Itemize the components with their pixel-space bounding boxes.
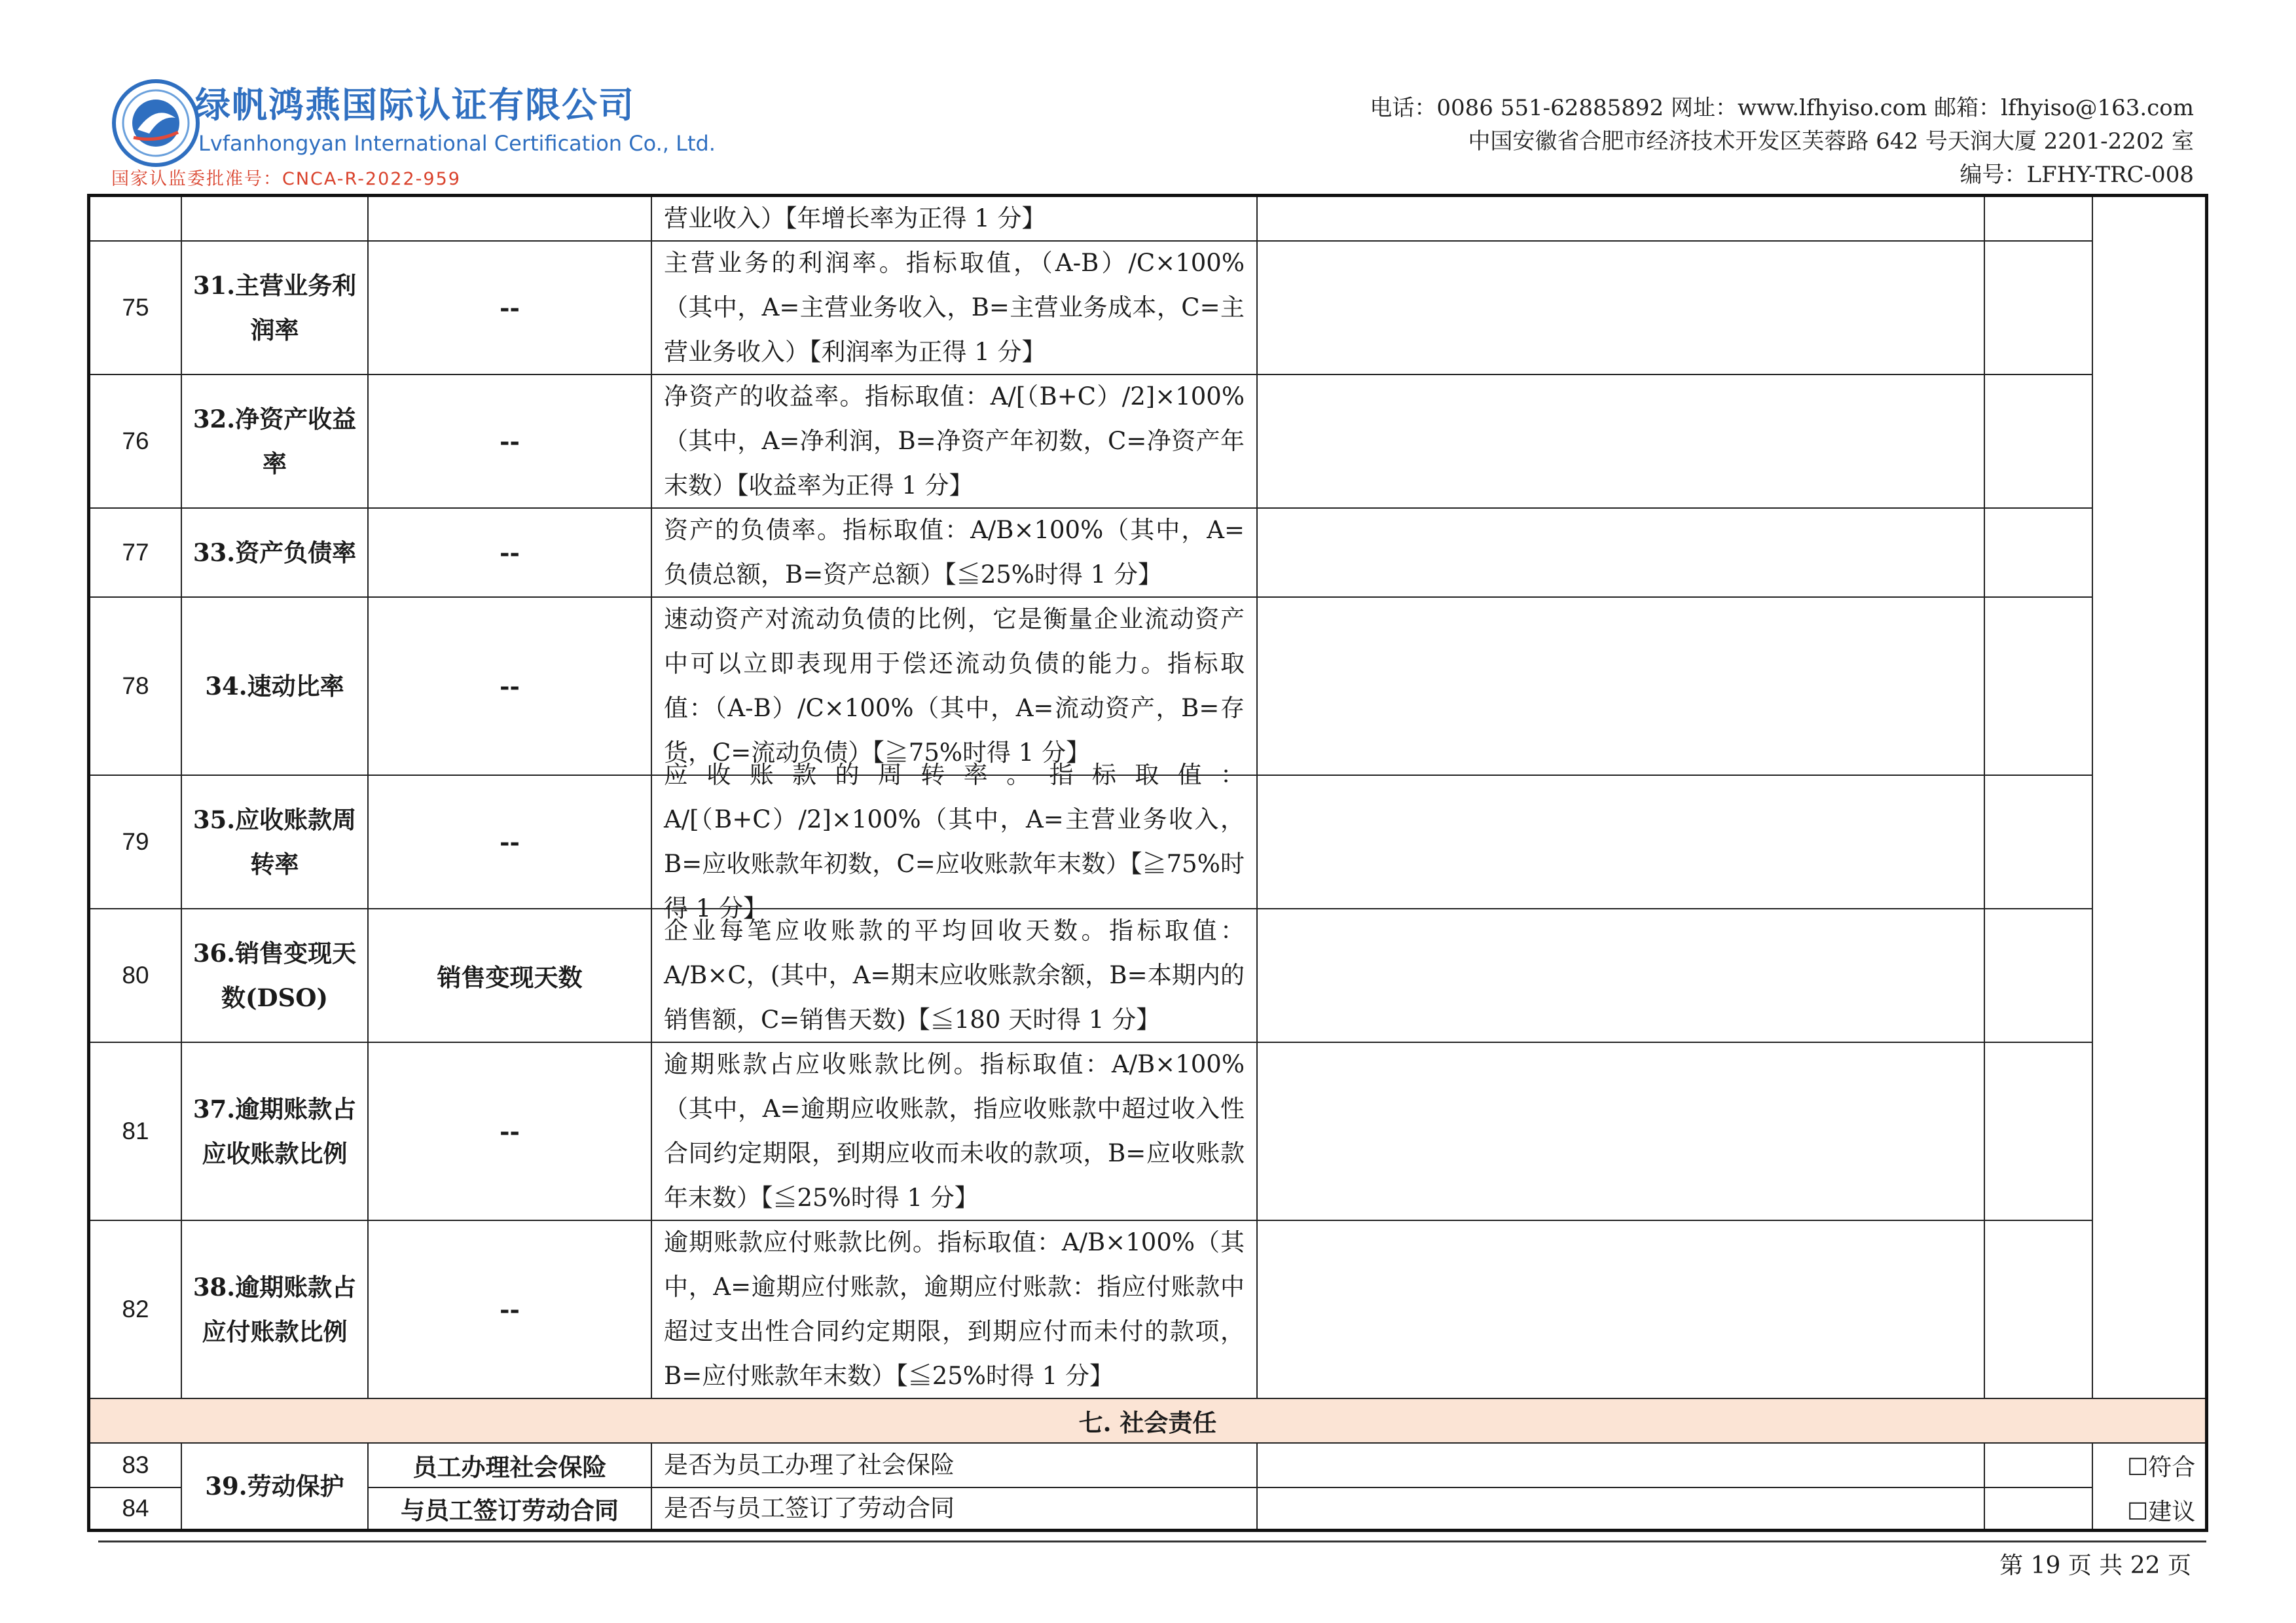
row-number: 80 — [90, 909, 182, 1043]
evidence-cell — [1258, 1488, 1985, 1529]
company-name-en: Lvfanhongyan International Certification Co., Ltd. — [198, 131, 716, 156]
sub-item: -- — [369, 598, 652, 776]
section-header: 七. 社会责任 — [90, 1399, 2205, 1444]
score-cell — [1985, 598, 2093, 776]
item-name: 34.速动比率 — [182, 598, 369, 776]
desc-cell: 是否为员工办理了社会保险 — [652, 1444, 1258, 1488]
score-cell — [1985, 1488, 2093, 1529]
row-number: 79 — [90, 776, 182, 909]
row-number: 81 — [90, 1043, 182, 1221]
sub-item: 与员工签订劳动合同 — [369, 1488, 652, 1529]
evidence-cell — [1258, 1444, 1985, 1488]
item-name: 33.资产负债率 — [182, 509, 369, 598]
desc-cell: 速动资产对流动负债的比例，它是衡量企业流动资产中可以立即表现用于偿还流动负债的能力。指标取值：（A-B）/C×100%（其中，A=流动资产，B=存货，C=流动负债）【≧75%时得 1 分】 — [652, 598, 1258, 776]
desc-cell: 营业收入）【年增长率为正得 1 分】 — [652, 197, 1258, 242]
company-name-cn: 绿帆鸿燕国际认证有限公司 — [195, 84, 635, 126]
table-cell — [369, 197, 652, 242]
item-name: 31.主营业务利润率 — [182, 242, 369, 375]
item-name: 37.逾期账款占应收账款比例 — [182, 1043, 369, 1221]
company-logo-icon — [110, 77, 202, 169]
table-cell — [1985, 197, 2093, 242]
score-cell — [1985, 1221, 2093, 1399]
desc-cell: 资产的负债率。指标取值：A/B×100%（其中，A=负债总额，B=资产总额）【≦25%时得 1 分】 — [652, 509, 1258, 598]
desc-cell: 逾期账款应付账款比例。指标取值：A/B×100%（其中，A=逾期应付账款，逾期应付账款：指应付账款中超过支出性合同约定期限，到期应付而未付的款项，B=应付账款年末数）【≦25%时得 1 分】 — [652, 1221, 1258, 1399]
desc-cell: 主营业务的利润率。指标取值，（A-B）/C×100%（其中，A=主营业务收入，B=主营业务成本，C=主营业务收入）【利润率为正得 1 分】 — [652, 242, 1258, 375]
desc-cell: 应收账款的周转率。指标取值：A/[（B+C）/2]×100%（其中，A=主营业务收入，B=应收账款年初数，C=应收账款年末数）【≧75%时得 1 分】 — [652, 776, 1258, 909]
page-header — [0, 0, 2296, 196]
desc-cell: 是否与员工签订了劳动合同 — [652, 1488, 1258, 1529]
row-number: 84 — [90, 1488, 182, 1529]
assessment-table — [87, 194, 2208, 1532]
sub-item: -- — [369, 776, 652, 909]
item-name: 35.应收账款周转率 — [182, 776, 369, 909]
contact-line: 电话：0086 551-62885892 网址：www.lfhyiso.com 邮箱：lfhyiso@163.com — [1370, 95, 2194, 121]
approval-number: 国家认监委批准号：CNCA-R-2022-959 — [111, 169, 461, 189]
desc-cell: 净资产的收益率。指标取值：A/[（B+C）/2]×100%（其中，A=净利润，B=净资产年初数，C=净资产年末数）【收益率为正得 1 分】 — [652, 375, 1258, 509]
score-cell — [1985, 909, 2093, 1043]
sub-item: 销售变现天数 — [369, 909, 652, 1043]
evidence-cell — [1258, 776, 1985, 909]
evidence-cell — [1258, 1043, 1985, 1221]
evidence-cell — [1258, 598, 1985, 776]
suggest-checkbox[interactable]: ☐建议 — [2127, 1499, 2196, 1525]
row-number: 83 — [90, 1444, 182, 1488]
sub-item: -- — [369, 242, 652, 375]
item-name: 36.销售变现天数(DSO) — [182, 909, 369, 1043]
row-number: 77 — [90, 509, 182, 598]
score-cell — [1985, 375, 2093, 509]
contact-block — [1370, 92, 2194, 192]
table-cell — [182, 197, 369, 242]
score-cell — [1985, 242, 2093, 375]
evidence-cell — [1258, 375, 1985, 509]
evidence-cell — [1258, 909, 1985, 1043]
sub-item: 员工办理社会保险 — [369, 1444, 652, 1488]
row-number: 82 — [90, 1221, 182, 1399]
sub-item: -- — [369, 375, 652, 509]
sub-item: -- — [369, 1043, 652, 1221]
desc-cell: 逾期账款占应收账款比例。指标取值：A/B×100%（其中，A=逾期应收账款，指应收账款中超过收入性合同约定期限，到期应收而未收的款项，B=应收账款年末数）【≦25%时得 1 分】 — [652, 1043, 1258, 1221]
evidence-cell — [1258, 1221, 1985, 1399]
row-number: 75 — [90, 242, 182, 375]
sub-item: -- — [369, 1221, 652, 1399]
table-cell — [1258, 197, 1985, 242]
score-cell — [1985, 776, 2093, 909]
item-name: 32.净资产收益率 — [182, 375, 369, 509]
evidence-cell — [1258, 509, 1985, 598]
table-cell — [90, 197, 182, 242]
score-cell — [1985, 1444, 2093, 1488]
item-name: 39.劳动保护 — [182, 1444, 369, 1529]
row-number: 76 — [90, 375, 182, 509]
score-cell — [1985, 509, 2093, 598]
conform-checkbox[interactable]: ☐符合 — [2127, 1454, 2196, 1481]
row-number: 78 — [90, 598, 182, 776]
item-name: 38.逾期账款占应付账款比例 — [182, 1221, 369, 1399]
desc-cell: 企业每笔应收账款的平均回收天数。指标取值：A/B×C，(其中，A=期末应收账款余额，B=本期内的销售额，C=销售天数)【≦180 天时得 1 分】 — [652, 909, 1258, 1043]
address-line: 中国安徽省合肥市经济技术开发区芙蓉路 642 号天润大厦 2201-2202 室 — [1468, 128, 2194, 155]
result-cell — [2093, 197, 2205, 1399]
document-code: 编号：LFHY-TRC-008 — [1959, 162, 2194, 188]
score-cell — [1985, 1043, 2093, 1221]
page-number: 第 19 页 共 22 页 — [1999, 1552, 2191, 1579]
evidence-cell — [1258, 242, 1985, 375]
sub-item: -- — [369, 509, 652, 598]
footer-divider — [98, 1541, 2206, 1542]
